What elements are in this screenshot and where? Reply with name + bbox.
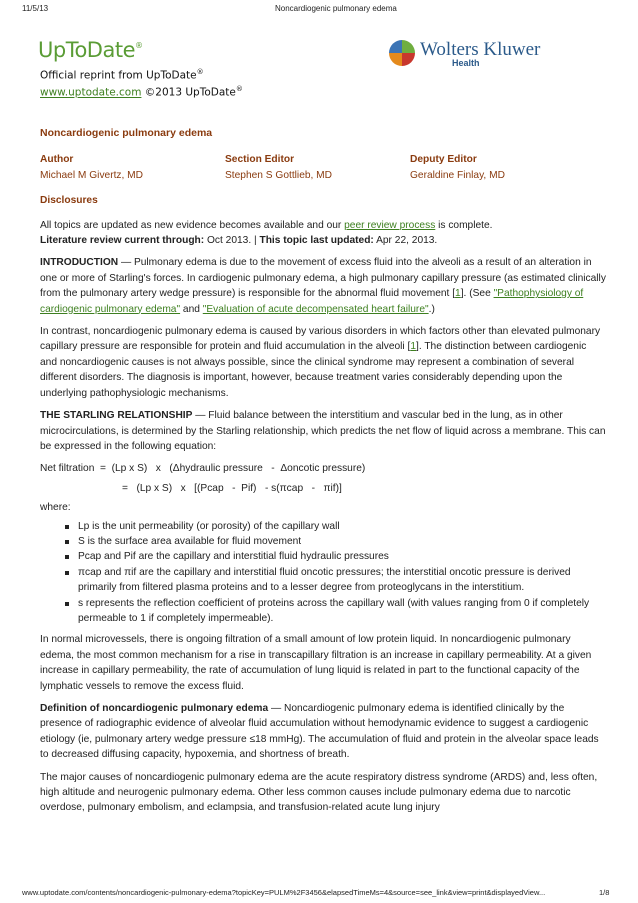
topic-title: Noncardiogenic pulmonary edema — [40, 127, 213, 139]
list-item: s represents the reflection coefficient of proteins across the capillary wall (with values ranging from 0 if completely permeable to 1 if completely impermeable). — [78, 596, 606, 627]
list-item: πcap and πif are the capillary and interstitial fluid oncotic pressures; the interstitial oncotic pressure is derived primarily from filtered plasma proteins and to a lesser degree from proteoglycans in the interstitium. — [78, 565, 606, 596]
reference-link[interactable]: 1 — [455, 288, 461, 300]
wolters-kluwer-logo — [389, 40, 540, 68]
print-title: Noncardiogenic pulmonary edema — [275, 4, 397, 13]
publisher-sub: Health — [452, 58, 480, 68]
list-item: Lp is the unit permeability (or porosity) of the capillary wall — [78, 519, 606, 534]
peer-review-link[interactable]: peer review process — [344, 219, 436, 231]
pathophysiology-link[interactable]: "Pathophysiology of cardiogenic pulmonary edema" — [40, 288, 584, 315]
uptodate-logo: UpToDate® — [38, 38, 143, 62]
list-item: S is the surface area available for fluid movement — [78, 534, 606, 549]
copyright-line: www.uptodate.com ©2013 UpToDate® — [40, 85, 243, 99]
where-label: where: — [40, 502, 71, 514]
credits — [40, 152, 606, 183]
print-footer-url: www.uptodate.com/contents/noncardiogenic-pulmonary-edema?topicKey=PULM%2F3456&elapsedTimeMs=4&source=see_link&view=print&displayedView... — [22, 888, 546, 897]
uptodate-site-link[interactable]: www.uptodate.com — [40, 86, 142, 99]
equation-line-2: = (Lp x S) x [(Pcap - Pif) - s(πcap - πif)] — [122, 482, 342, 494]
contrast-paragraph: In contrast, noncardiogenic pulmonary edema is caused by various disorders in which factors other than elevated pulmonary capillary pressure are responsible for protein and fluid accumulation in the alveoli [1]. The distinction between cardiogenic and noncardiogenic causes is not always possible, since the clinical syndrome may represent a combination of several different disorders. The diagnosis is important, however, because treatment varies considerably depending upon the underlying pathophysiologic mechanisms. — [40, 326, 601, 399]
reference-link[interactable]: 1 — [410, 341, 417, 353]
list-item: Pcap and Pif are the capillary and interstitial fluid hydraulic pressures — [78, 549, 606, 564]
equation-line-1: Net filtration = (Lp x S) x (Δhydraulic pressure - Δoncotic pressure) — [40, 463, 366, 475]
reprint-notice: Official reprint from UpToDate® — [40, 68, 204, 82]
credit-deputy-editor: Deputy Editor Geraldine Finlay, MD — [410, 154, 505, 181]
variable-list — [40, 519, 606, 627]
credit-section-editor: Section Editor Stephen S Gottlieb, MD — [225, 154, 333, 181]
page-number: 1/8 — [599, 888, 610, 897]
heart-failure-link[interactable]: "Evaluation of acute decompensated heart failure" — [202, 303, 429, 315]
wolters-kluwer-globe-icon — [389, 40, 415, 66]
credit-author: Author Michael M Givertz, MD — [40, 154, 144, 181]
starling-paragraph: THE STARLING RELATIONSHIP — Fluid balance between the interstitium and vascular bed in the lung, as in other microcirculations, is determined by the Starling relationship, which predicts the net flow of liquid across a membrane. This can be expressed in the following equation: — [40, 410, 606, 452]
disclosures-link[interactable]: Disclosures — [40, 195, 98, 207]
publisher-name: Wolters Kluwer — [420, 39, 541, 60]
microvessels-paragraph: In normal microvessels, there is ongoing filtration of a small amount of low protein liquid. In noncardiogenic pulmonary edema, the most common mechanism for a rise in transcapillary filtration is an increase in capillary permeability. At a given increase in capillary permeability, the rate of accumulation of lung liquid is related in part to the functional capacity of the lymphatic vessels to remove the excess fluid. — [40, 634, 592, 692]
intro-paragraph: INTRODUCTION — Pulmonary edema is due to the movement of excess fluid into the alveoli as a result of an alteration in one or more of Starling's forces. In cardiogenic pulmonary edema, a high pulmonary capillary pressure (as estimated clinically from the pulmonary artery wedge pressure) is responsible for the abnormal fluid movement [1]. (See "Pathophysiology of cardiogenic pulmonary edema" and "Evaluation of acute decompensated heart failure".) — [40, 257, 606, 315]
topic-content — [40, 126, 606, 823]
definition-paragraph: Definition of noncardiogenic pulmonary edema — Noncardiogenic pulmonary edema is identified clinically by the presence of radiographic evidence of alveolar fluid accumulation without hemodynamic evidence to suggest a cardiogenic etiology (ie, pulmonary artery wedge pressure ≤18 mmHg). The accumulation of fluid and protein in the alveolar space leads to decreased diffusing capacity, hypoxemia, and shortness of breath. — [40, 703, 599, 761]
print-date: 11/5/13 — [22, 4, 49, 13]
causes-paragraph: The major causes of noncardiogenic pulmonary edema are the acute respiratory distress syndrome (ARDS) and, less often, high altitude and neurogenic pulmonary edema. Other less common causes include pulmonary edema due to narcotic overdose, pulmonary embolism, and eclampsia, and transfusion-related acute lung injury — [40, 771, 598, 814]
update-notice: All topics are updated as new evidence becomes available and our peer review process is complete. Literature review current through: Oct 2013. | This topic last updated: Apr 22, 2013. — [40, 219, 493, 247]
